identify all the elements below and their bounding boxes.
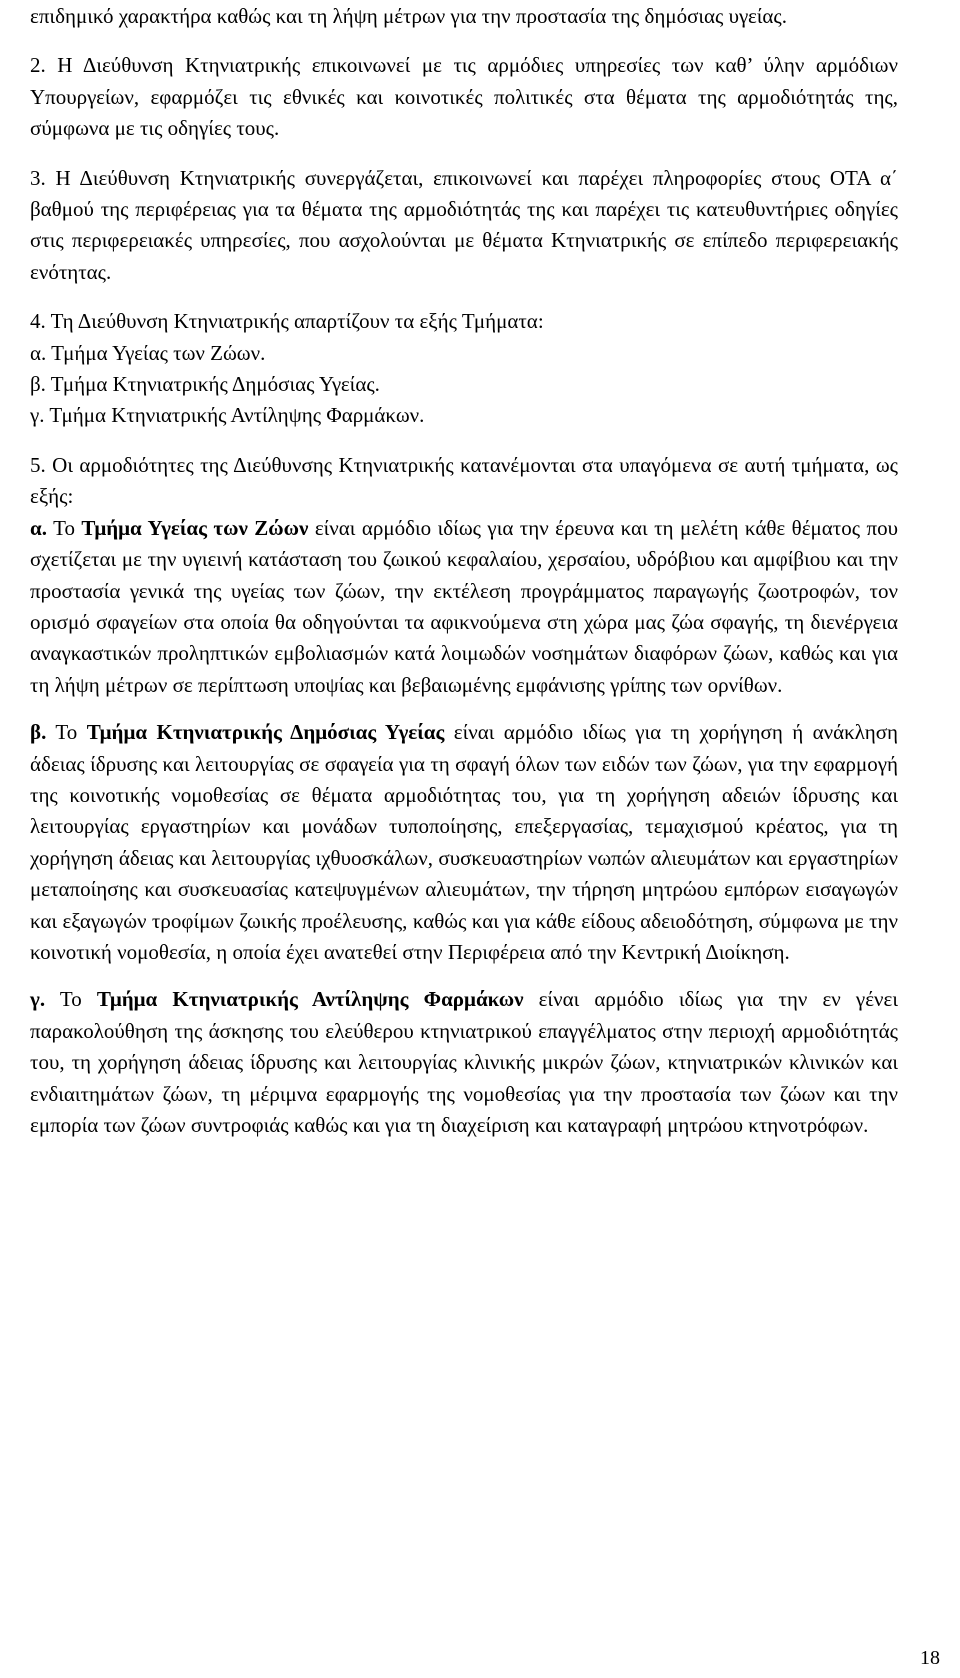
- paragraph-5-intro: 5. Οι αρμοδιότητες της Διεύθυνσης Κτηνιατρικής κατανέμονται στα υπαγόμενα σε αυτή τμήματα, ως εξής:: [30, 452, 898, 509]
- paragraph-3: 3. Η Διεύθυνση Κτηνιατρικής συνεργάζεται, επικοινωνεί και παρέχει πληροφορίες στους ΟΤΑ α΄ βαθμού της περιφέρειας για τα θέματα της αρμοδιότητάς της και παρέχει τις κατευθυντήριες οδηγίες στις περιφερειακές υπηρεσίες, που ασχολούνται με θέματα Κτηνιατρικής σε επίπεδο περιφερειακής ενότητας.: [30, 165, 898, 284]
- section-a-pre: Το: [53, 515, 75, 540]
- department-item-c: γ. Τμήμα Κτηνιατρικής Αντίληψης Φαρμάκων.: [30, 403, 425, 428]
- section-a-text: είναι αρμόδιο ιδίως για την έρευνα και τη μελέτη κάθε θέματος που σχετίζεται με την υγιεινή κατάσταση του ζωικού κεφαλαίου, χερσαίου, υδρόβιου και αμφίβιου και την προστασία γενικά της υγείας των ζώων, την εκτέλεση προγράμματος παραγωγής ζωοτροφών, τον ορισμό σφαγείων στα οποία θα οδηγούνται τα αφικνούμενα στη χώρα μας ζώα σφαγής, τη διενέργεια αναγκαστικών προληπτικών εμβολιασμών κατά λοιμωδών νοσημάτων διαφόρων ζώων, καθώς και για τη λήψη μέτρων σε περίπτωση υποψίας και βεβαιωμένης εμφάνισης γρίπης των ορνίθων.: [30, 515, 899, 697]
- section-c: [30, 984, 898, 1141]
- section-b-text: είναι αρμόδιο ιδίως για τη χορήγηση ή ανάκληση άδειας ίδρυσης και λειτουργίας σε σφαγεία για τη σφαγή όλων των ειδών των ζώων, για την εφαρμογή της κοινοτικής νομοθεσίας σε θέματα αρμοδιότητας του, για τη χορήγηση αδειών ίδρυσης και λειτουργίας εργαστηρίων και μονάδων τυποποίησης, επεξεργασίας, τεμαχισμού κρέατος, για τη χορήγηση άδειας και λειτουργίας ιχθυοσκάλων, συσκευαστηρίων νωπών αλιευμάτων και εργαστηρίων μεταποίησης και συσκευασίας κατεψυγμένων αλιευμάτων, την τήρηση μητρώου εμπόρων εισαγωγών και εξαγωγών τροφίμων ζωικής προέλευσης, καθώς και για κάθε είδους αδειοδότηση, σύμφωνα με την κοινοτική νομοθεσία, η οποία έχει ανατεθεί στην Περιφέρεια από την Κεντρική Διοίκηση.: [30, 720, 899, 964]
- section-a: [30, 513, 898, 701]
- department-item-b: β. Τμήμα Κτηνιατρικής Δημόσιας Υγείας.: [30, 372, 380, 397]
- section-b-department: Τμήμα Κτηνιατρικής Δημόσιας Υγείας: [86, 720, 445, 745]
- document-page: [30, 0, 898, 1141]
- departments-intro: 4. Τη Διεύθυνση Κτηνιατρικής απαρτίζουν τα εξής Τμήματα:: [30, 309, 544, 334]
- page-number: 18: [920, 1647, 940, 1669]
- section-a-letter: α.: [30, 515, 47, 540]
- section-b-pre: Το: [55, 720, 78, 745]
- paragraph-2: 2. Η Διεύθυνση Κτηνιατρικής επικοινωνεί με τις αρμόδιες υπηρεσίες των καθ’ ύλην αρμόδιων Υπουργείων, εφαρμόζει τις εθνικές και κοινοτικές πολιτικές στα θέματα της αρμοδιότητάς της, σύμφωνα με τις οδηγίες τους.: [30, 53, 898, 141]
- section-c-pre: Το: [59, 987, 82, 1012]
- departments-list: [30, 306, 898, 432]
- section-b: [30, 717, 898, 968]
- section-c-text: είναι αρμόδιο ιδίως για την εν γένει παρακολούθηση της άσκησης του ελεύθερου κτηνιατρικού επαγγέλματος στην περιοχή αρμοδιότητάς του, τη χορήγηση άδειας ίδρυσης και λειτουργίας κλινικής μικρών ζώων, κτηνιατρικών κλινικών και ενδιαιτημάτων ζώων, τη μέριμνα εφαρμογής της νομοθεσίας για την προστασία των ζώων και την εμπορία των ζώων συντροφιάς καθώς και για τη διαχείριση και καταγραφή μητρώου κτηνοτρόφων.: [30, 987, 898, 1137]
- section-b-letter: β.: [30, 720, 47, 745]
- section-a-department: Τμήμα Υγείας των Ζώων: [81, 515, 309, 540]
- department-item-a: α. Τμήμα Υγείας των Ζώων.: [30, 340, 266, 365]
- section-c-letter: γ.: [30, 987, 46, 1012]
- paragraph-1-continuation: επιδημικό χαρακτήρα καθώς και τη λήψη μέτρων για την προστασία της δημόσιας υγείας.: [30, 4, 787, 28]
- section-c-department: Τμήμα Κτηνιατρικής Αντίληψης Φαρμάκων: [96, 987, 524, 1012]
